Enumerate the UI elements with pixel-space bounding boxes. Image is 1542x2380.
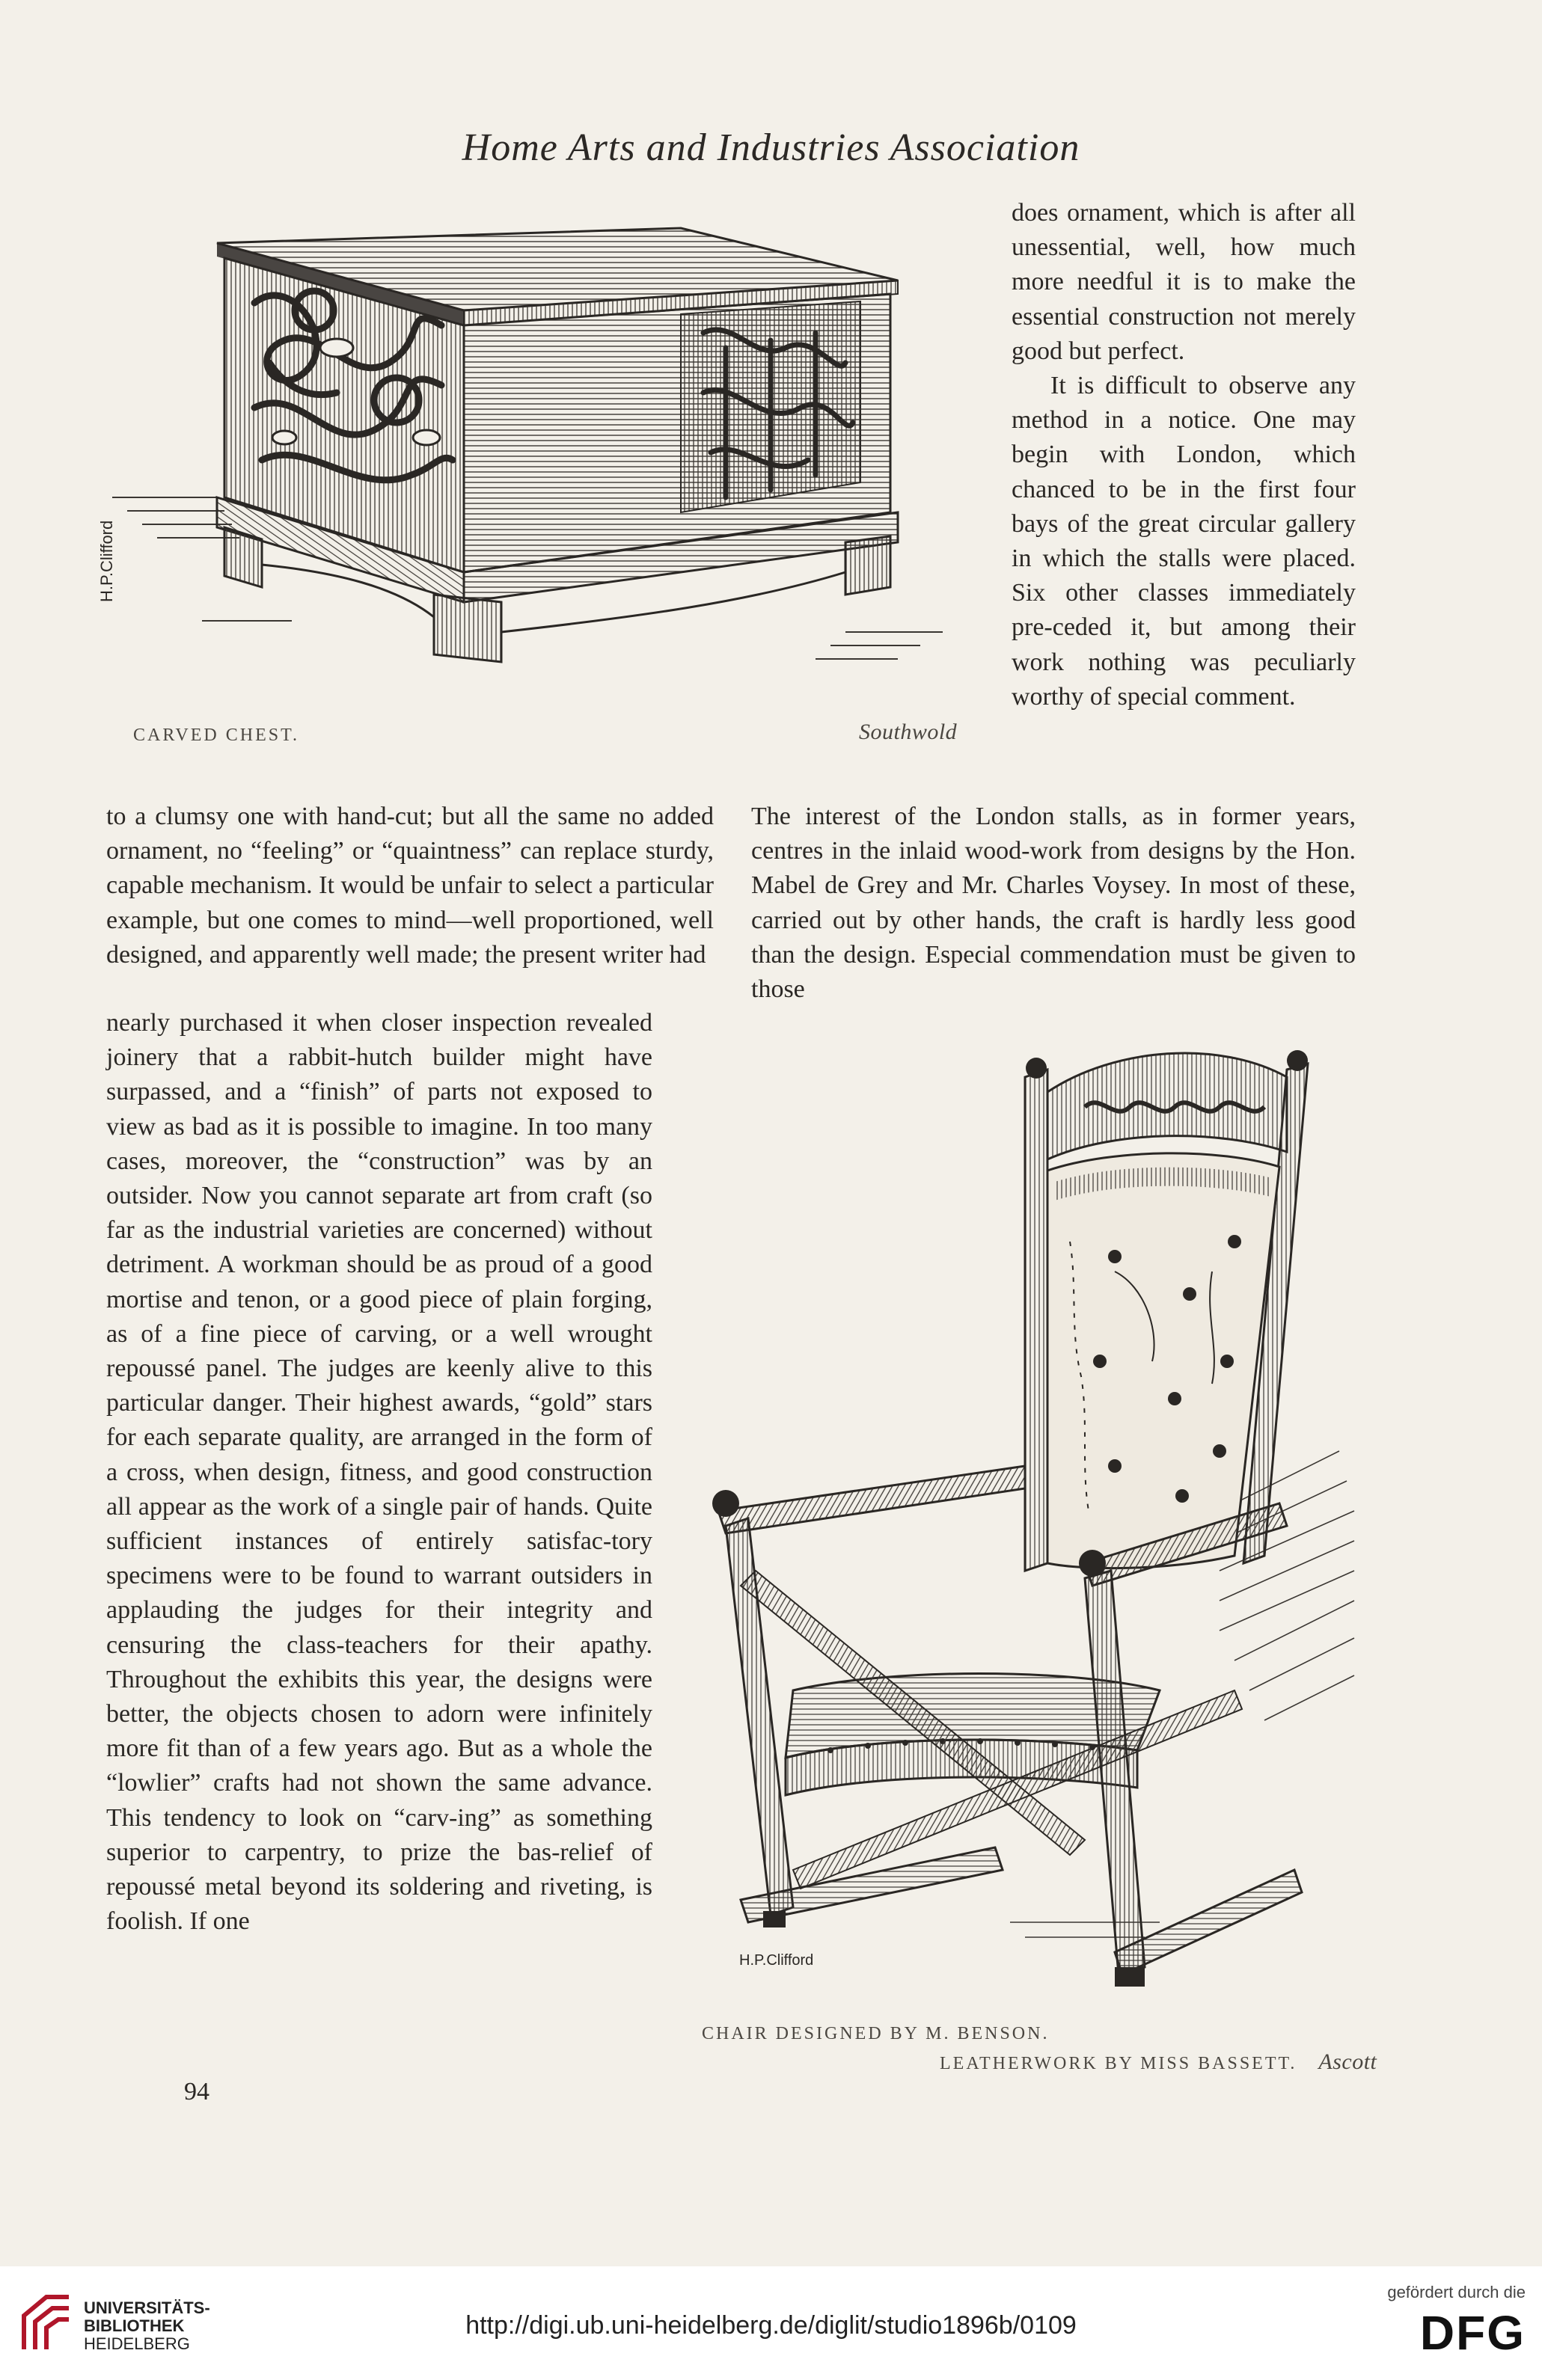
chest-caption-place xyxy=(859,720,957,745)
chest-signature: H.P.Clifford xyxy=(97,520,116,602)
chair-place: Ascott xyxy=(1318,2049,1377,2074)
paragraph-lower-left: nearly purchased it when closer inspection revealed joinery that a rabbit-hutch builder might have surpassed, and a “finish” of parts not exposed to view as bad as it is possible to imagine. In too many cases, moreover, the “construction” was by an outsider. Now you cannot separate art from craft (so far as the industrial varieties are concerned) without detriment. A workman should be as proud of a good mortise and tenon, or a good piece of plain forging, as of a fine piece of carving, or a well wrought repoussé panel. The judges are keenly alive to this particular danger. Their highest awards, “gold” stars for each separate quality, are arranged in the form of a cross, when design, fitness, and good construction all appear as the work of a single pair of hands. Quite sufficient instances of entirely satisfac-tory specimens were to be found to warrant outsiders in applauding the judges for their integrity and censuring the class-teachers for their apathy. Throughout the exhibits this year, the designs were better, the objects chosen to adorn were infinitely more fit than of a few years ago. But as a whole the “lowlier” crafts had not shown the same advance. This tendency to look on “carv-ing” as something superior to carpentry, to prize the bas-relief of repoussé metal beyond its soldering and riveting, is foolish. If one xyxy=(106,1009,652,1936)
library-line-1: UNIVERSITÄTS- xyxy=(84,2298,210,2317)
running-head: Home Arts and Industries Association xyxy=(462,126,1080,169)
chest-caption-title: CARVED CHEST. xyxy=(133,726,299,745)
text-column-top-right xyxy=(1012,196,1356,714)
text-column-middle-right xyxy=(751,800,1356,1007)
dfg-logo: DFG xyxy=(1419,2306,1526,2360)
paragraph-middle-left: to a clumsy one with hand-cut; but all the same no added ornament, no “feeling” or “quaintness” can replace sturdy, capable mechanism. It would be unfair to select a particular example, but one comes to mind—well proportioned, well designed, and apparently well made; the present writer had xyxy=(106,803,714,969)
carved-chest-drawing xyxy=(112,213,988,692)
chest-place: Southwold xyxy=(859,720,958,744)
funder-block xyxy=(1387,2283,1526,2361)
paragraph-top-right-2: It is difficult to observe any method in a notice. One may begin with London, which chanced to be in the first four bays of the great circular gallery in which the stalls were placed. Six other classes immediately pre-ceded it, but among their work nothing was peculiarly worthy of special comment. xyxy=(1012,372,1356,711)
carved-chest-figure xyxy=(97,213,988,692)
page-number: 94 xyxy=(184,2078,209,2105)
funder-note: gefördert durch die xyxy=(1387,2283,1526,2301)
chair-signature: H.P.Clifford xyxy=(739,1952,814,1969)
text-column-middle-left xyxy=(106,800,714,972)
chair-drawing xyxy=(696,1047,1369,2012)
paragraph-middle-right: The interest of the London stalls, as in former years, centres in the inlaid wood-work from designs by the Hon. Mabel de Grey and Mr. Charles Voysey. In most of these, carried out by other hands, the craft is hardly less good than the design. Especial commendation must be given to those xyxy=(751,803,1356,1004)
paragraph-top-right-1: does ornament, which is after all unessential, well, how much more needful it is to make the essential construction not merely good but perfect. xyxy=(1012,199,1356,365)
text-column-lower-left xyxy=(106,1006,652,1939)
chest-caption xyxy=(133,726,299,746)
footer-bar xyxy=(0,2266,1542,2380)
library-line-2: BIBLIOTHEK xyxy=(84,2316,185,2335)
chair-figure xyxy=(696,1047,1369,2012)
source-url-link[interactable]: http://digi.ub.uni-heidelberg.de/diglit/studio1896b/0109 xyxy=(465,2311,1077,2340)
chair-caption-line2: LEATHERWORK BY MISS BASSETT. xyxy=(940,2054,1297,2073)
chair-caption-line1: CHAIR DESIGNED BY M. BENSON. xyxy=(702,2024,1050,2043)
chair-caption-line2-wrap xyxy=(940,2049,1377,2075)
library-line-3: HEIDELBERG xyxy=(84,2334,190,2353)
